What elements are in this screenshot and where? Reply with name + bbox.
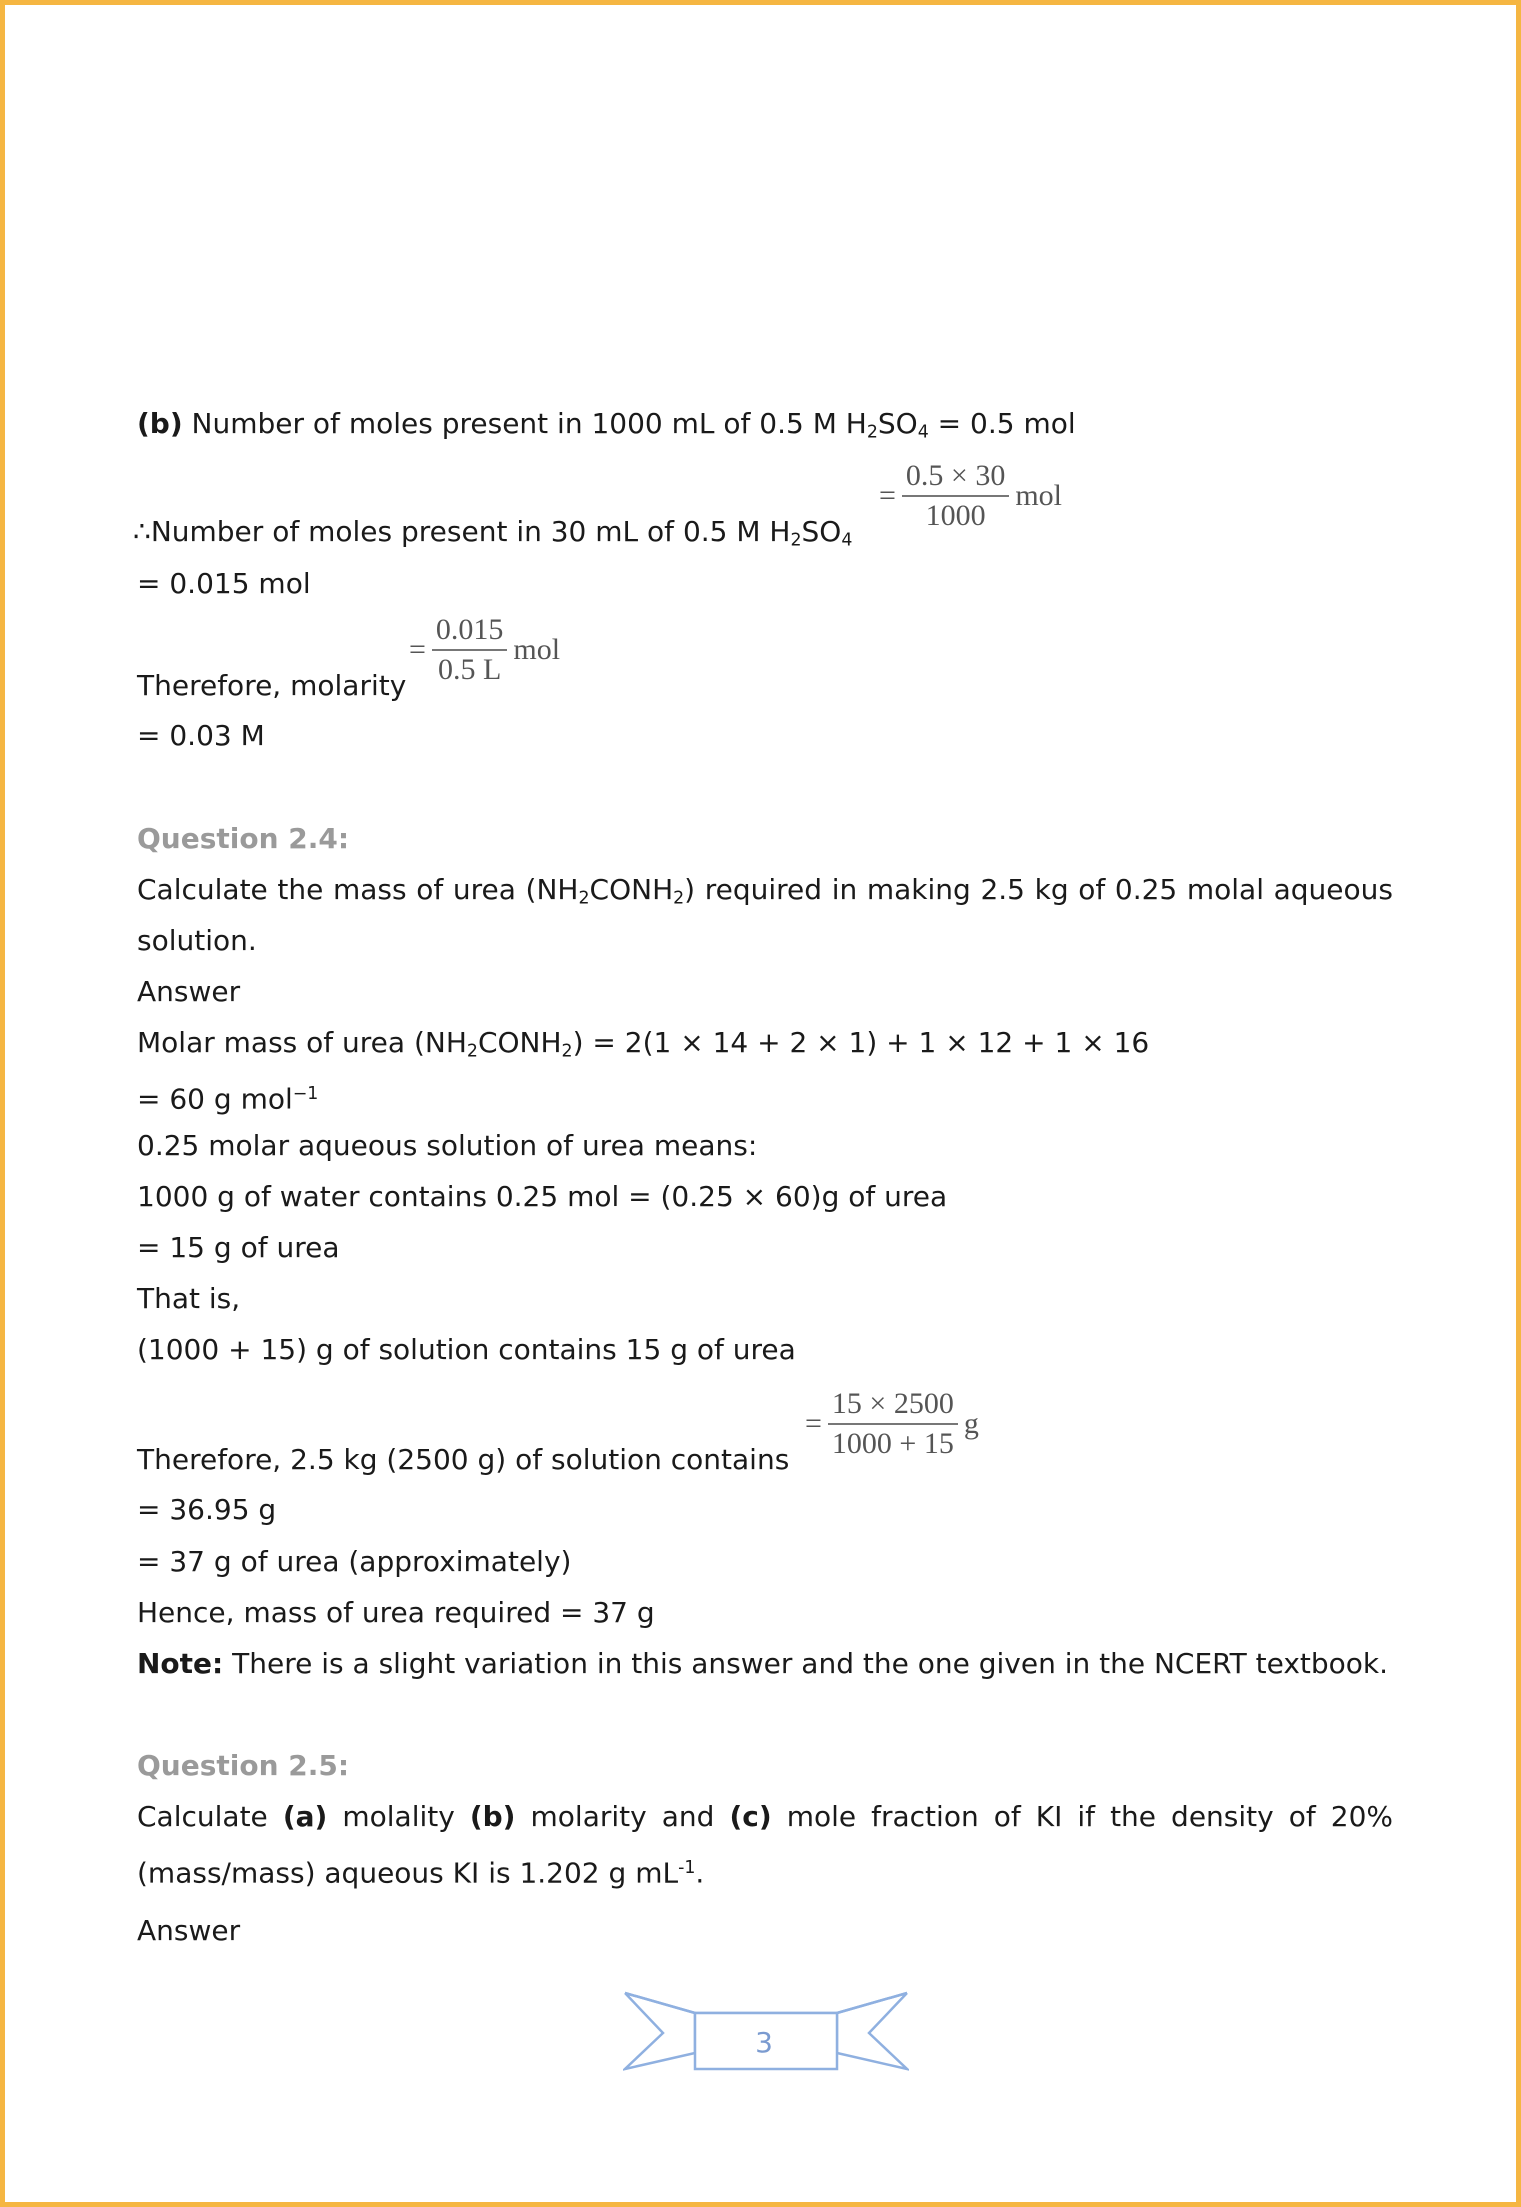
subscript: 2: [578, 888, 590, 909]
q24-line-9: = 36.95 g: [137, 1493, 277, 1526]
text: CONH: [477, 1026, 562, 1059]
q24-line-5: = 15 g of urea: [137, 1231, 340, 1264]
text: (mass/mass) aqueous KI is 1.202 g mL: [137, 1856, 679, 1890]
text: mole fraction of KI if the density of 20%: [771, 1800, 1394, 1833]
fraction-moles: [879, 459, 1062, 533]
q24-line-4: 1000 g of water contains 0.25 mol = (0.25 × 60)g of urea: [137, 1180, 948, 1213]
q24-line-6: That is,: [137, 1282, 241, 1315]
superscript: −1: [292, 1084, 319, 1104]
fraction-molarity: [409, 613, 560, 687]
q24-line-1: [137, 1026, 1149, 1068]
unit: mol: [1015, 479, 1063, 512]
text: Number of moles present in 1000 mL of 0.5 M H: [191, 407, 867, 440]
equals-sign: =: [805, 1407, 822, 1440]
unit: mol: [513, 633, 561, 666]
q24-line-10: = 37 g of urea (approximately): [137, 1545, 572, 1578]
answer-label: Answer: [137, 975, 241, 1008]
q24-line-7: (1000 + 15) g of solution contains 15 g of urea: [137, 1333, 796, 1366]
subscript: 2: [790, 530, 802, 551]
text: Calculate: [137, 1800, 283, 1833]
subscript: 4: [917, 422, 929, 443]
equals-sign: =: [409, 633, 426, 666]
bold-label: (a): [282, 1800, 328, 1833]
part-b-line-5: = 0.03 M: [137, 719, 265, 752]
bold-label: (c): [729, 1800, 772, 1833]
numerator: 0.5 × 30: [902, 459, 1009, 497]
denominator: 1000 + 15: [831, 1427, 954, 1460]
subscript: 2: [866, 422, 878, 443]
part-b-line-4: Therefore, molarity: [137, 669, 407, 702]
denominator: 1000: [925, 499, 986, 532]
bold-label: (b): [469, 1800, 516, 1833]
text: Calculate the mass of urea (NH: [137, 873, 579, 906]
text: molality: [327, 1800, 470, 1833]
subscript: 2: [673, 888, 685, 909]
superscript: -1: [678, 1858, 696, 1878]
fraction: [432, 613, 508, 687]
part-b-label: (b): [137, 407, 183, 440]
subscript: 2: [466, 1041, 478, 1062]
text: Molar mass of urea (NH: [137, 1026, 467, 1059]
text: = 60 g mol: [137, 1082, 293, 1116]
text: molarity and: [515, 1800, 730, 1833]
denominator: 0.5 L: [438, 653, 502, 686]
q24-line-2: [137, 1077, 318, 1117]
page-number: 3: [755, 2025, 773, 2059]
question-2-5-text: [137, 1800, 1393, 1834]
text: ) required in making 2.5 kg of 0.25 molal aqueous: [684, 873, 1393, 906]
part-b-line-2: [133, 515, 852, 557]
subscript: 2: [561, 1041, 573, 1062]
question-2-4-text: [137, 873, 1393, 915]
text: CONH: [589, 873, 674, 906]
text: ∴Number of moles present in 30 mL of 0.5 M H: [133, 515, 791, 548]
question-2-4-text-2: solution.: [137, 924, 257, 957]
text: = 0.5 mol: [928, 407, 1076, 440]
text: SO: [877, 407, 918, 440]
note-label: Note:: [137, 1647, 224, 1680]
note: [137, 1647, 1388, 1681]
fraction: [828, 1387, 958, 1461]
answer-label: Answer: [137, 1914, 241, 1947]
numerator: 0.015: [432, 613, 508, 651]
text: .: [695, 1856, 705, 1890]
part-b-line-1: [137, 407, 1076, 449]
fraction-urea: [805, 1387, 979, 1461]
q24-line-8: Therefore, 2.5 kg (2500 g) of solution contains: [137, 1443, 790, 1476]
subscript: 4: [841, 530, 853, 551]
q24-line-3: 0.25 molar aqueous solution of urea means:: [137, 1129, 758, 1162]
question-2-5-title: Question 2.5:: [137, 1749, 350, 1782]
q24-line-11: Hence, mass of urea required = 37 g: [137, 1596, 655, 1629]
text: SO: [801, 515, 842, 548]
unit: g: [963, 1407, 979, 1440]
equals-sign: =: [879, 479, 896, 512]
part-b-line-3: = 0.015 mol: [137, 567, 311, 600]
text: ) = 2(1 × 14 + 2 × 1) + 1 × 12 + 1 × 16: [572, 1026, 1150, 1059]
note-text: There is a slight variation in this answer and the one given in the NCERT textbook.: [223, 1647, 1389, 1680]
question-2-4-title: Question 2.4:: [137, 822, 350, 855]
numerator: 15 × 2500: [828, 1387, 958, 1425]
question-2-5-text-2: [137, 1851, 704, 1891]
fraction: [902, 459, 1009, 533]
